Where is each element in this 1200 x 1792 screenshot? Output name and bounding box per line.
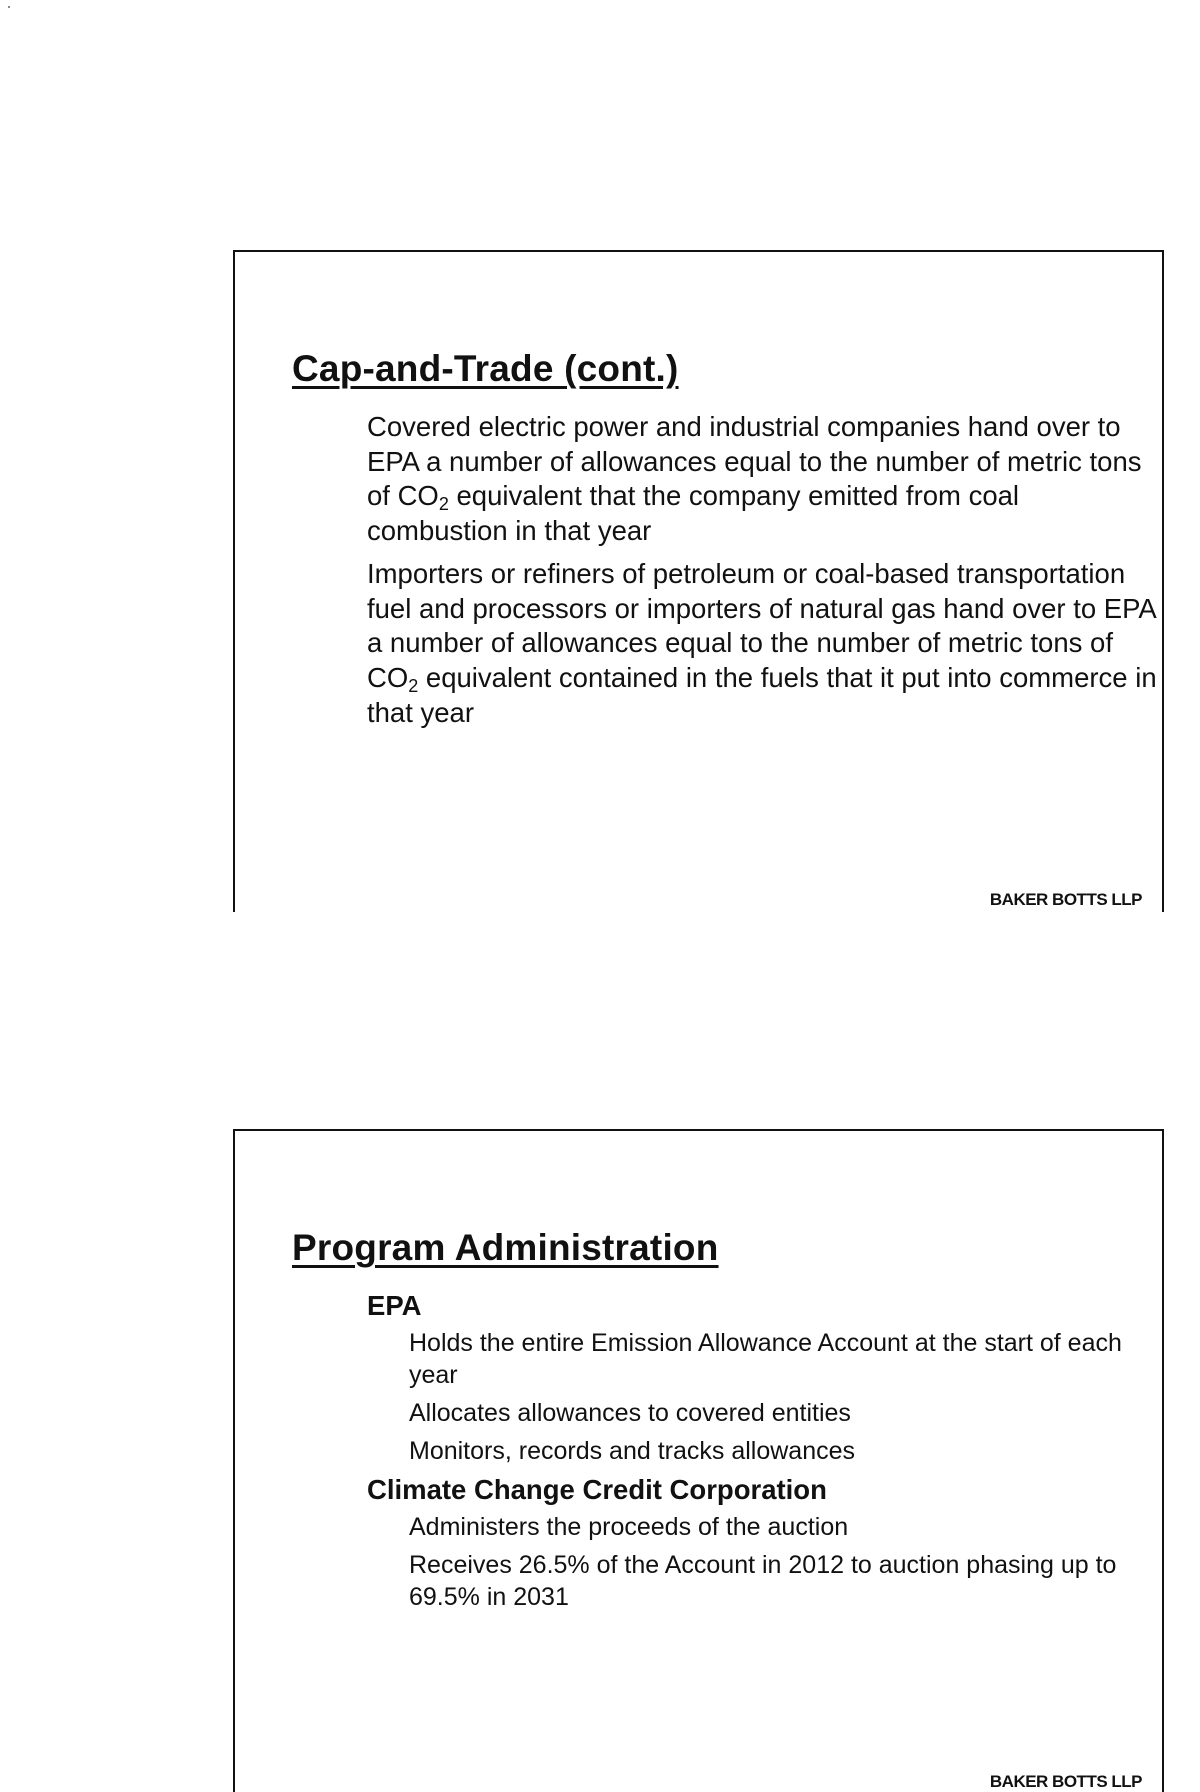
list-item: Allocates allowances to covered entities (409, 1399, 851, 1427)
list-item: Holds the entire Emission Allowance Account at the start of each year (409, 1329, 1122, 1389)
section-heading-credit-corporation: Climate Change Credit Corporation (367, 1474, 827, 1505)
slide-title: Program Administration (292, 1227, 719, 1268)
list-item: Monitors, records and tracks allowances (409, 1437, 856, 1465)
firm-logo: BAKER BOTTS LLP (989, 1772, 1142, 1791)
list-item: Administers the proceeds of the auction (409, 1513, 849, 1541)
slide-body (367, 1289, 1157, 1619)
epa-item-list (367, 1327, 1157, 1467)
scan-speck (8, 6, 10, 8)
paragraph-importers-refiners: Importers or refiners of petroleum or coal-based transportation fuel and processors or importers of natural gas hand over to EPA a number of allowances equal to the number of metric tons of $CO_2$ equivalent contained in the fuels that it put into commerce in that year (367, 557, 1157, 728)
paragraph-covered-companies: Covered electric power and industrial companies hand over to EPA a number of allowances equal to the number of metric tons of $CO_2$ equivalent that the company emitted from coal combustion in that year (367, 411, 1142, 547)
section-heading-epa: EPA (367, 1290, 422, 1321)
slide-cap-and-trade (233, 250, 1164, 912)
slide-program-administration (233, 1129, 1164, 1792)
slide-body (367, 410, 1157, 738)
slide-title: Cap-and-Trade (cont.) (292, 348, 679, 389)
firm-logo: BAKER BOTTS LLP (989, 890, 1142, 909)
credit-corporation-item-list (367, 1511, 1157, 1613)
list-item: Receives 26.5% of the Account in 2012 to auction phasing up to 69.5% in 2031 (409, 1551, 1117, 1611)
